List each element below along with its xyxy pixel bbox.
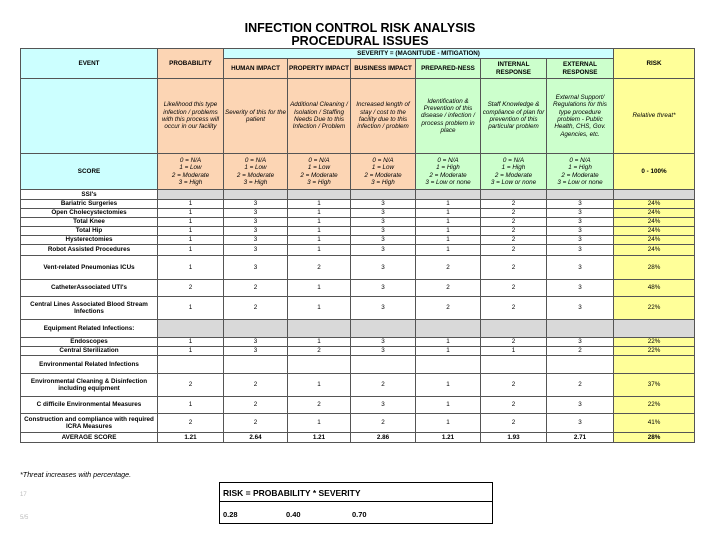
section-filler — [416, 320, 481, 338]
score-value: 3 — [547, 236, 614, 245]
table-row — [21, 347, 695, 356]
score-scale-line: 3 = High — [371, 178, 395, 186]
event-label: Central Lines Associated Blood Stream Infections — [21, 297, 158, 320]
section-filler — [481, 320, 547, 338]
score-value: 1 — [416, 218, 481, 227]
score-value: 3 — [224, 209, 288, 218]
score-scale-line: 1 = High — [501, 164, 526, 172]
score-value: 2 — [547, 347, 614, 356]
score-value: 2 — [481, 374, 547, 397]
score-value: 2 — [481, 227, 547, 236]
score-value: 2 — [288, 256, 351, 280]
score-value: 3 — [547, 414, 614, 433]
score-value: 1 — [288, 236, 351, 245]
section-filler — [224, 190, 288, 200]
severity-header: SEVERITY = (MAGNITUDE - MITIGATION) — [224, 49, 614, 59]
score-value: 2 — [481, 256, 547, 280]
event-label: Open Cholecystectomies — [21, 209, 158, 218]
score-value: 1 — [416, 200, 481, 209]
score-value: 2 — [158, 414, 224, 433]
table-row — [21, 374, 695, 397]
risk-value: 24% — [614, 200, 695, 209]
score-value: 3 — [547, 256, 614, 280]
score-value: 1 — [416, 245, 481, 256]
score-value: 1 — [416, 374, 481, 397]
score-value: 3 — [351, 218, 416, 227]
score-value: 1 — [416, 347, 481, 356]
business-impact-description: Increased length of stay / cost to the facility due to this infection / problem — [351, 79, 416, 154]
score-value: 2 — [224, 297, 288, 320]
score-value: 2 — [481, 218, 547, 227]
event-label: Vent-related Pneumonias ICUs — [21, 256, 158, 280]
score-value: 2 — [481, 209, 547, 218]
score-value: 3 — [351, 256, 416, 280]
average-value: 2.64 — [224, 433, 288, 443]
risk-value: 22% — [614, 397, 695, 414]
score-scale-line: 3 = High — [178, 178, 203, 186]
average-value: 1.21 — [158, 433, 224, 443]
average-value: 1.93 — [481, 433, 547, 443]
score-value: 2 — [351, 374, 416, 397]
table-row — [21, 297, 695, 320]
score-value: 1 — [288, 200, 351, 209]
risk-value: 41% — [614, 414, 695, 433]
external-response-description: External Support/ Regulations for this type procedure problem - Public Health, CHS, Gov. Agencies, etc. — [547, 79, 614, 154]
score-value: 2 — [224, 397, 288, 414]
score-value — [547, 356, 614, 374]
score-value: 1 — [288, 218, 351, 227]
event-label: Robot Assisted Procedures — [21, 245, 158, 256]
score-value: 3 — [224, 347, 288, 356]
average-value: 2.86 — [351, 433, 416, 443]
property-impact-header: PROPERTY IMPACT — [288, 59, 351, 79]
score-value: 3 — [224, 218, 288, 227]
section-filler — [158, 320, 224, 338]
section-label: Equipment Related Infections: — [21, 320, 158, 338]
score-value: 2 — [224, 280, 288, 297]
score-value: 3 — [547, 397, 614, 414]
score-scale-line: 1 = High — [568, 164, 592, 172]
score-value: 1 — [158, 218, 224, 227]
risk-scale: 0 - 100% — [614, 154, 695, 190]
probability-header: PROBABILITY — [158, 49, 224, 79]
score-value: 2 — [416, 256, 481, 280]
risk-value: 24% — [614, 236, 695, 245]
table-row — [21, 320, 695, 338]
risk-value: 22% — [614, 297, 695, 320]
score-value: 1 — [288, 245, 351, 256]
event-label: Bariatric Surgeries — [21, 200, 158, 209]
score-value: 1 — [158, 338, 224, 347]
description-row-label — [21, 79, 158, 154]
property-impact-description: Additional Cleaning / Isolation / Staffing Needs Due to this Infection / Problem — [288, 79, 351, 154]
score-value: 1 — [158, 397, 224, 414]
section-filler — [351, 320, 416, 338]
score-value: 1 — [416, 414, 481, 433]
score-scale — [351, 154, 416, 190]
section-filler — [288, 190, 351, 200]
score-value: 3 — [351, 338, 416, 347]
score-value: 3 — [351, 245, 416, 256]
score-value: 1 — [158, 209, 224, 218]
score-value: 1 — [288, 338, 351, 347]
score-value: 3 — [547, 209, 614, 218]
score-value: 1 — [288, 297, 351, 320]
score-value: 3 — [351, 209, 416, 218]
risk-value: 24% — [614, 227, 695, 236]
section-filler — [547, 320, 614, 338]
section-filler — [288, 320, 351, 338]
score-value: 1 — [288, 414, 351, 433]
page-mark: 17 — [20, 492, 27, 498]
event-label: Environmental Related Infections — [21, 356, 158, 374]
score-value: 3 — [224, 256, 288, 280]
score-value — [158, 356, 224, 374]
score-scale-line: 2 = Moderate — [364, 171, 402, 179]
score-value: 2 — [158, 374, 224, 397]
event-label: Total Knee — [21, 218, 158, 227]
section-filler — [614, 320, 695, 338]
score-scale-line: 1 = Low — [307, 164, 331, 172]
score-value: 3 — [547, 227, 614, 236]
score-value: 2 — [158, 280, 224, 297]
risk-value: 48% — [614, 280, 695, 297]
internal-response-header: INTERNAL RESPONSE — [481, 59, 547, 79]
score-value: 1 — [416, 209, 481, 218]
page-mark: 5/5 — [20, 515, 29, 521]
score-value — [224, 356, 288, 374]
score-value: 3 — [351, 236, 416, 245]
average-value: 1.21 — [288, 433, 351, 443]
preparedness-header: PREPARED-NESS — [416, 59, 481, 79]
score-value: 3 — [224, 338, 288, 347]
score-label: SCORE — [21, 154, 158, 190]
score-scale-line: 1 = Low — [244, 164, 267, 172]
score-value: 2 — [481, 414, 547, 433]
score-value: 1 — [158, 256, 224, 280]
score-value: 2 — [481, 245, 547, 256]
internal-response-description: Staff Knowledge & compliance of plan for prevention of this particular problem — [481, 79, 547, 154]
score-scale — [416, 154, 481, 190]
event-label: Construction and compliance with required ICRA Measures — [21, 414, 158, 433]
formula-value: 0.40 — [286, 510, 301, 519]
formula-value: 0.70 — [352, 510, 367, 519]
table-row — [21, 218, 695, 227]
score-value: 1 — [158, 245, 224, 256]
risk-value: 22% — [614, 338, 695, 347]
score-value: 1 — [416, 397, 481, 414]
score-value: 1 — [416, 338, 481, 347]
score-value: 3 — [547, 338, 614, 347]
score-value: 2 — [224, 374, 288, 397]
score-value: 2 — [547, 374, 614, 397]
score-value: 3 — [547, 218, 614, 227]
section-filler — [416, 190, 481, 200]
average-row — [21, 433, 695, 443]
score-value: 2 — [288, 347, 351, 356]
section-filler — [224, 320, 288, 338]
score-value: 1 — [288, 374, 351, 397]
score-scale-line: 2 = Moderate — [429, 171, 467, 179]
score-scale-line: 0 = N/A — [437, 156, 459, 164]
event-label: C difficile Environmental Measures — [21, 397, 158, 414]
score-value: 2 — [481, 297, 547, 320]
score-value: 1 — [288, 209, 351, 218]
section-label: SSI's — [21, 190, 158, 200]
risk-header: RISK — [614, 49, 695, 79]
report-title: INFECTION CONTROL RISK ANALYSIS — [244, 21, 476, 35]
score-scale-line: 3 = High — [243, 178, 268, 186]
event-label: Central Sterilization — [21, 347, 158, 356]
risk-value — [614, 356, 695, 374]
risk-value: 22% — [614, 347, 695, 356]
score-scale-line: 2 = Moderate — [300, 171, 338, 179]
score-value: 3 — [224, 227, 288, 236]
score-value: 3 — [547, 245, 614, 256]
score-value — [288, 356, 351, 374]
table-row — [21, 256, 695, 280]
score-value: 3 — [351, 347, 416, 356]
human-impact-header: HUMAN IMPACT — [224, 59, 288, 79]
score-scale-line: 3 = Low or none — [557, 178, 603, 186]
score-value: 1 — [288, 280, 351, 297]
event-label: Endoscopes — [21, 338, 158, 347]
event-label: Total Hip — [21, 227, 158, 236]
score-scale-line: 0 = N/A — [502, 156, 525, 164]
score-value — [351, 356, 416, 374]
score-value: 2 — [416, 280, 481, 297]
table-row — [21, 280, 695, 297]
score-value: 3 — [351, 280, 416, 297]
score-scale-line: 2 = Moderate — [236, 171, 275, 179]
score-scale-line: 2 = Moderate — [561, 171, 599, 179]
score-value — [416, 356, 481, 374]
probability-description: Likelihood this type infection / problems with this process will occur in our facility — [158, 79, 224, 154]
table-row — [21, 227, 695, 236]
table-row — [21, 200, 695, 209]
score-scale-line: 0 = N/A — [179, 156, 202, 164]
score-scale-line: 0 = N/A — [372, 156, 394, 164]
score-scale-line: 1 = High — [436, 164, 460, 172]
score-value: 3 — [351, 297, 416, 320]
score-value: 3 — [547, 297, 614, 320]
score-value: 1 — [416, 236, 481, 245]
score-value: 1 — [158, 227, 224, 236]
score-value: 1 — [158, 297, 224, 320]
human-impact-description: Severity of this for the patient — [224, 79, 288, 154]
table-row — [21, 245, 695, 256]
score-value: 3 — [351, 200, 416, 209]
score-value: 2 — [481, 397, 547, 414]
risk-value: 37% — [614, 374, 695, 397]
event-label: Hysterectomies — [21, 236, 158, 245]
score-value: 1 — [158, 236, 224, 245]
score-value: 2 — [351, 414, 416, 433]
table-row — [21, 356, 695, 374]
event-label: CatheterAssociated UTI's — [21, 280, 158, 297]
score-scale — [547, 154, 614, 190]
score-scale-line: 1 = Low — [179, 164, 202, 172]
score-scale-line: 1 = Low — [371, 164, 395, 172]
risk-analysis-table — [20, 48, 695, 443]
section-filler — [481, 190, 547, 200]
table-row — [21, 414, 695, 433]
report-subtitle: PROCEDURAL ISSUES — [291, 34, 429, 48]
table-row — [21, 190, 695, 200]
score-value: 2 — [481, 338, 547, 347]
risk-formula: RISK = PROBABILITY * SEVERITY — [223, 488, 361, 498]
risk-value: 24% — [614, 218, 695, 227]
risk-value: 28% — [614, 256, 695, 280]
table-row — [21, 236, 695, 245]
score-value: 1 — [158, 200, 224, 209]
risk-description: Relative threat* — [614, 79, 695, 154]
section-filler — [614, 190, 695, 200]
event-header: EVENT — [21, 49, 158, 79]
average-value: 1.21 — [416, 433, 481, 443]
score-value: 1 — [416, 227, 481, 236]
score-scale-line: 2 = Moderate — [171, 171, 210, 179]
score-value — [481, 356, 547, 374]
score-value: 1 — [288, 227, 351, 236]
score-value: 2 — [481, 236, 547, 245]
formula-value: 0.28 — [223, 510, 238, 519]
score-value: 3 — [351, 227, 416, 236]
score-value: 2 — [288, 397, 351, 414]
score-value: 3 — [224, 236, 288, 245]
score-value: 2 — [416, 297, 481, 320]
score-scale — [481, 154, 547, 190]
score-value: 2 — [481, 200, 547, 209]
score-scale-line: 0 = N/A — [569, 156, 591, 164]
score-scale-line: 3 = High — [307, 178, 331, 186]
risk-formula-box — [219, 482, 493, 524]
score-value: 1 — [158, 347, 224, 356]
score-scale — [158, 154, 224, 190]
business-impact-header: BUSINESS IMPACT — [351, 59, 416, 79]
score-scale-line: 0 = N/A — [244, 156, 267, 164]
score-scale-line: 2 = Moderate — [494, 171, 533, 179]
score-scale-line: 3 = Low or none — [425, 178, 471, 186]
footnote: *Threat increases with percentage. — [20, 470, 132, 479]
score-value: 2 — [224, 414, 288, 433]
score-value: 2 — [481, 280, 547, 297]
score-value: 1 — [481, 347, 547, 356]
average-label: AVERAGE SCORE — [21, 433, 158, 443]
score-scale — [288, 154, 351, 190]
average-value: 2.71 — [547, 433, 614, 443]
score-value: 3 — [224, 200, 288, 209]
table-row — [21, 209, 695, 218]
score-scale — [224, 154, 288, 190]
table-row — [21, 338, 695, 347]
score-value: 3 — [547, 200, 614, 209]
preparedness-description: Identification & Prevention of this disease / infection / process problem in place — [416, 79, 481, 154]
section-filler — [351, 190, 416, 200]
score-scale-line: 0 = N/A — [308, 156, 330, 164]
external-response-header: EXTERNAL RESPONSE — [547, 59, 614, 79]
average-value: 28% — [614, 433, 695, 443]
score-value: 3 — [547, 280, 614, 297]
formula-divider — [220, 501, 492, 502]
section-filler — [158, 190, 224, 200]
score-value: 3 — [351, 397, 416, 414]
score-scale-line: 3 = Low or none — [490, 178, 537, 186]
table-row — [21, 397, 695, 414]
risk-value: 24% — [614, 209, 695, 218]
section-filler — [547, 190, 614, 200]
score-value: 3 — [224, 245, 288, 256]
event-label: Environmental Cleaning & Disinfection including equipment — [21, 374, 158, 397]
risk-value: 24% — [614, 245, 695, 256]
